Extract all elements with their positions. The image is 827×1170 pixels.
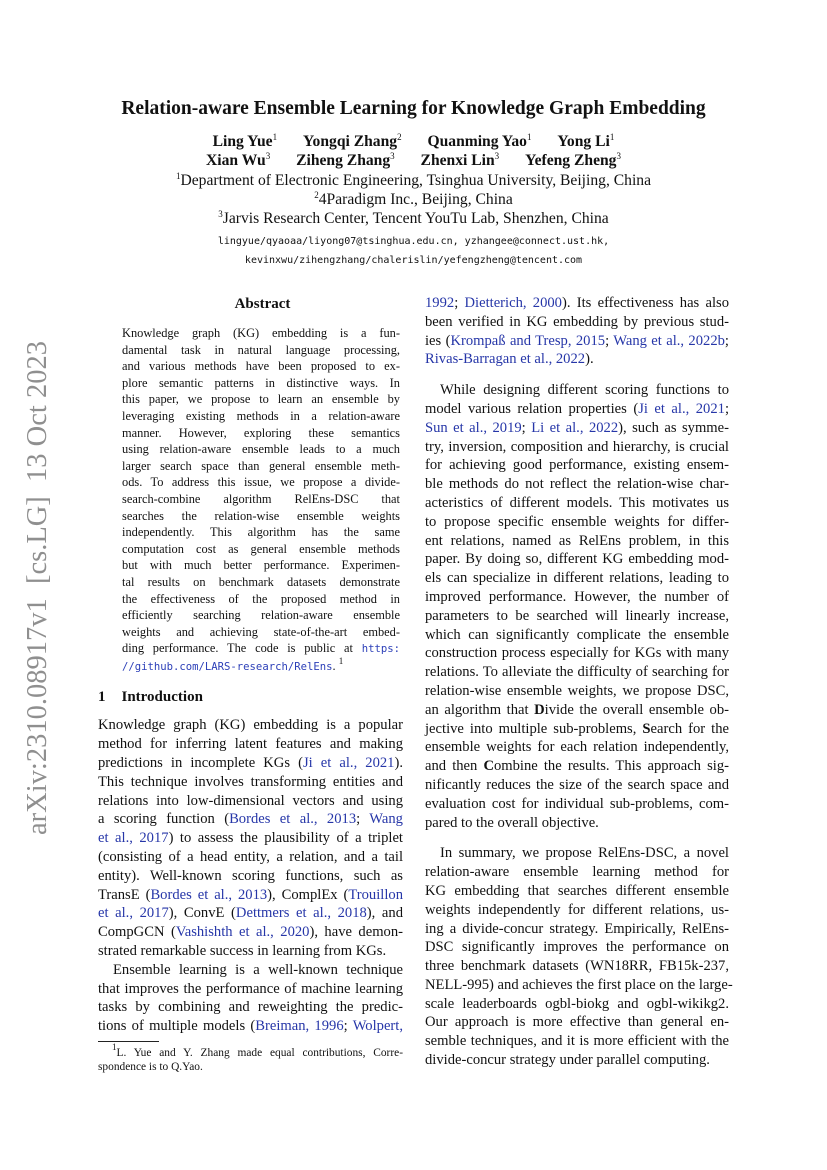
text-line [122, 474, 400, 491]
text-span: ; [454, 295, 465, 311]
paragraph [425, 381, 729, 832]
text-line [122, 541, 400, 558]
text-span: and various methods have been proposed to ex- [122, 359, 400, 374]
text-line [122, 640, 400, 658]
text-line [122, 325, 400, 342]
text-span: In summary, we propose RelEns-DSC, a novel [440, 845, 729, 862]
text-line [122, 458, 400, 475]
code-url-link[interactable]: https: [361, 643, 400, 656]
section-title: Introduction [121, 689, 203, 706]
text-span: strated remarkable success in learning from KGs. [98, 943, 387, 960]
text-line [425, 513, 729, 532]
text-line [425, 863, 729, 882]
text-line [425, 795, 729, 814]
footnote [98, 1042, 403, 1074]
text-line [122, 607, 400, 624]
text-line [122, 391, 400, 408]
text-span: using relation-aware ensemble leads to a much [122, 442, 400, 457]
text-span: scale leaderboards ogbl-biokg and ogbl-wikikg2. [425, 995, 729, 1012]
text-span: ). [585, 351, 594, 368]
text-line [425, 569, 729, 588]
abstract-body [122, 325, 400, 675]
text-span: KG embedding that searches different ensemble [425, 882, 729, 899]
text-line [425, 607, 729, 626]
text-span: computation cost as general ensemble methods [122, 541, 400, 556]
text-span: an algorithm that [425, 701, 535, 718]
introduction-left [98, 716, 403, 1036]
text-line [98, 867, 403, 886]
footnote-number: 1 [112, 1042, 117, 1052]
text-span: construction process especially for KGs with many [425, 645, 729, 662]
text-line [122, 591, 400, 608]
citation-link[interactable]: Dettmers et al., 2018 [235, 905, 367, 922]
citation-link[interactable]: et al., 2017 [98, 905, 169, 922]
text-line [425, 532, 729, 551]
citation-link[interactable]: Ji et al., 2021 [638, 400, 725, 417]
paragraph [425, 294, 729, 369]
citation-link[interactable]: 1992 [425, 295, 455, 311]
affiliation: $^2$4Paradigm Inc., Beijing, China [314, 190, 513, 208]
text-span: ; [605, 332, 614, 349]
text-line [425, 626, 729, 645]
text-span: L. Yue and Y. Zhang made equal contributions, Corre- [116, 1047, 403, 1059]
text-line [425, 1032, 729, 1051]
text-span: which can significantly complicate the ensemble [425, 626, 729, 643]
text-line [98, 792, 403, 811]
text-line [122, 408, 400, 425]
text-line [425, 738, 729, 757]
text-line [122, 342, 400, 359]
bold-letter: C [483, 758, 494, 775]
text-line [98, 1060, 403, 1074]
text-line [122, 524, 400, 541]
text-line [98, 754, 403, 773]
text-line [122, 358, 400, 375]
author: Yefeng Zheng$^3$ [525, 151, 621, 169]
text-span: tions of multiple models ( [98, 1018, 256, 1035]
text-span: plore semantic patterns in distinctive ways. In [122, 375, 400, 390]
citation-link[interactable]: Krompaß and Tresp, 2015 [450, 332, 606, 349]
text-span: parameters to be searched will linearly increase, [425, 607, 729, 624]
email-line: kevinxwu/zihengzhang/chalerislin/yefengzheng@tencent.com [244, 255, 583, 266]
text-span: for achieving good performance, existing ensem- [425, 457, 729, 474]
affiliation: $^3$Jarvis Research Center, Tencent YouTu Lab, Shenzhen, China [218, 209, 609, 227]
author: Quanming Yao$^1$ [427, 132, 532, 150]
text-span: earch for the [650, 720, 729, 737]
text-span: and then [425, 758, 484, 775]
author-line-2 [0, 152, 827, 170]
citation-link[interactable]: Ji et al., 2021 [302, 755, 395, 772]
text-span: ). Its effectiveness has also [561, 295, 729, 311]
citation-link[interactable]: Wang [369, 811, 403, 828]
text-line [425, 757, 729, 776]
text-span: this paper, we propose to learn an ensemble by [122, 392, 400, 407]
text-span: a scoring function ( [98, 811, 230, 828]
text-span: method for inferring latent features and making [98, 736, 403, 753]
text-line [98, 904, 403, 923]
bold-letter: S [642, 720, 651, 737]
text-span: ), such as symme- [618, 419, 729, 436]
text-line [425, 720, 729, 739]
text-span: three benchmark datasets (WN18RR, FB15k-237, [425, 958, 729, 975]
text-line [122, 508, 400, 525]
text-span: ods. To address this issue, we propose a divide- [122, 475, 400, 490]
text-span: search-combine algorithm RelEns-DSC that [122, 491, 400, 506]
text-span: While designing different scoring functions to [440, 382, 729, 399]
text-line [122, 624, 400, 641]
text-span: CompGCN ( [98, 924, 176, 941]
text-line [425, 494, 729, 513]
text-span: ivide the overall ensemble ob- [544, 701, 729, 718]
text-span: model various relation properties ( [425, 400, 639, 417]
text-line [122, 491, 400, 508]
text-line [122, 655, 400, 676]
text-span: nificantly reduces the size of the search space and [425, 776, 729, 793]
text-line [122, 574, 400, 591]
text-line [98, 810, 403, 829]
right-column [425, 294, 733, 1082]
text-span: ) to assess the plausibility of a triplet [168, 830, 403, 847]
text-line [425, 995, 729, 1014]
text-span: ent relations, named as RelEns problem, in this [425, 532, 729, 549]
affiliation: $^1$Department of Electronic Engineering, Tsinghua University, Beijing, China [175, 171, 651, 189]
text-line [98, 942, 403, 961]
citation-link[interactable]: Wang et al., 2022b [613, 332, 725, 349]
text-line [425, 882, 729, 901]
text-line [98, 980, 403, 999]
citation-link[interactable]: Li et al., 2022 [531, 419, 619, 436]
text-span: damental task in natural language processing, [122, 342, 400, 357]
text-span: tal results on benchmark datasets demonstrate [122, 574, 400, 589]
text-line [98, 773, 403, 792]
paragraph [98, 716, 403, 960]
text-span: divide-concur strategy under parallel computing. [425, 1052, 710, 1069]
author: Yong Li$^1$ [557, 132, 615, 150]
footnote-mark[interactable]: 1 [338, 655, 344, 666]
footnote-rule [98, 1041, 159, 1042]
text-line [425, 663, 729, 682]
text-span: relations. To alleviate the difficulty of searching for [425, 664, 729, 681]
text-line [425, 920, 729, 939]
text-line [425, 400, 729, 419]
text-line [425, 776, 729, 795]
citation-link[interactable]: Trouillon [348, 886, 403, 903]
text-line [425, 456, 729, 475]
paragraph [98, 961, 403, 1036]
text-line [122, 425, 400, 442]
text-span: jective into multiple sub-problems, [425, 720, 643, 737]
text-span: but with much better performance. Experimen- [122, 558, 400, 573]
text-line [98, 923, 403, 942]
text-line [122, 557, 400, 574]
text-span: tasks by combining and reweighting the predic- [98, 999, 403, 1016]
text-line [425, 550, 729, 569]
text-span: ; [724, 400, 729, 417]
text-line [425, 294, 729, 313]
text-line [425, 644, 729, 663]
text-line [98, 848, 403, 867]
text-span: ; [356, 811, 370, 828]
text-span: leveraging existing methods in a relation-aware [122, 408, 400, 423]
text-span: entity). Well-known scoring functions, such as [98, 867, 403, 884]
text-span: relations into low-dimensional vectors and using [98, 792, 403, 809]
section-heading-introduction [98, 687, 403, 716]
citation-link[interactable]: Vashishth et al., 2020 [175, 924, 310, 941]
text-span: try, inversion, composition and hierarchy, is crucial [425, 438, 729, 455]
citation-link[interactable]: Sun et al., 2019 [425, 419, 522, 436]
text-span: Knowledge graph (KG) embedding is a fun- [122, 326, 400, 340]
text-span: ; [724, 332, 729, 349]
text-line [425, 313, 729, 332]
text-span: evaluation cost for individual sub-problems, com- [425, 795, 729, 812]
text-line [122, 375, 400, 392]
author: Ziheng Zhang$^3$ [296, 151, 395, 169]
text-line [98, 961, 403, 980]
citation-link[interactable]: Rivas-Barragan et al., 2022 [425, 351, 586, 368]
author: Yongqi Zhang$^2$ [303, 132, 402, 150]
text-line [98, 886, 403, 905]
text-span: pared to the overall objective. [425, 814, 599, 831]
text-span: Our approach is more effective than general en- [425, 1014, 729, 1031]
text-span: ding performance. The code is public at [122, 641, 362, 656]
text-line [425, 957, 729, 976]
text-span: improved performance. However, the number of [425, 588, 729, 605]
text-span: NELL-995) and achieves the first place on the large- [425, 976, 733, 993]
text-span: TransE ( [98, 886, 151, 903]
text-span: that improves the performance of machine learning [98, 980, 403, 997]
text-line [425, 381, 729, 400]
text-span: (consisting of a head entity, a relation, and a tail [98, 849, 403, 866]
paper-title: Relation-aware Ensemble Learning for Knowledge Graph Embedding [121, 98, 706, 119]
left-column [98, 294, 403, 1036]
text-span: the effectiveness of the proposed method in [122, 591, 400, 606]
text-span: ), ComplEx ( [267, 886, 349, 903]
text-line [425, 976, 733, 995]
text-span: ). [394, 755, 403, 772]
author: Xian Wu$^3$ [206, 151, 271, 169]
text-span: ; [521, 419, 532, 436]
text-span: paper. By doing so, different KG embedding mod- [425, 551, 729, 568]
text-span: This technique involves transforming entities and [98, 773, 403, 790]
text-line [425, 438, 729, 457]
text-span: to propose specific ensemble weights for differ- [425, 513, 729, 530]
arxiv-watermark: arXiv:2310.08917v1 [cs.LG] 13 Oct 2023 [22, 341, 53, 835]
text-line [98, 716, 403, 735]
text-span: efficiently searching relation-aware ensemble [122, 608, 400, 623]
text-span: searches the relation-wise ensemble weights [122, 508, 400, 523]
text-span: acteristics of different models. This motivates us [425, 494, 729, 511]
text-span: els can specialize in different relations, leading to [425, 570, 729, 587]
text-span: ensemble weights for each relation independently, [425, 739, 729, 756]
text-span: weights independently for different relations, us- [425, 901, 729, 918]
author: Ling Yue$^1$ [212, 132, 278, 150]
text-line [425, 814, 729, 833]
text-line [425, 1051, 729, 1070]
text-line [425, 332, 729, 351]
text-span: ies ( [425, 332, 451, 349]
bold-letter: D [534, 701, 545, 718]
citation-link[interactable]: Breiman, 1996 [255, 1018, 344, 1035]
text-span: independently. This algorithm has the same [122, 525, 400, 540]
citation-link[interactable]: Bordes et al., 2013 [229, 811, 357, 828]
text-span: semble techniques, and it is more efficient with the [425, 1033, 729, 1050]
text-line [98, 829, 403, 848]
text-line [98, 1042, 403, 1060]
text-span: . [332, 658, 339, 673]
text-span: weights and achieving state-of-the-art embed- [122, 624, 400, 639]
text-line [98, 1017, 403, 1036]
text-span: ombine the results. This approach sig- [493, 758, 729, 775]
text-span: ble methods do not reflect the relation-wise char- [425, 476, 729, 493]
text-span: spondence is to Q.Yao. [98, 1061, 203, 1073]
text-span: ), have demon- [309, 924, 404, 941]
text-span: relation-wise ensemble weights, we propose DSC, [425, 682, 729, 699]
text-line [98, 735, 403, 754]
text-line [425, 701, 729, 720]
text-span: larger search space than general ensemble meth- [122, 458, 400, 473]
text-line [425, 844, 729, 863]
code-url-link[interactable]: //github.com/LARS-research/RelEns [122, 660, 333, 673]
citation-link[interactable]: Bordes et al., 2013 [150, 886, 268, 903]
citation-link[interactable]: Dietterich, 2000 [464, 295, 562, 311]
text-line [98, 998, 403, 1017]
text-span: ing a divide-concur strategy. Empirically, RelEns- [425, 920, 729, 937]
text-span: Ensemble learning is a well-known technique [113, 961, 403, 978]
text-span: relation-aware ensemble learning method for [425, 864, 729, 881]
text-line [425, 588, 729, 607]
text-span: ), and [366, 905, 403, 922]
text-span: ), ConvE ( [168, 905, 236, 922]
text-span: ; [343, 1018, 353, 1035]
author-line-1 [0, 133, 827, 151]
text-line [425, 475, 729, 494]
author: Zhenxi Lin$^3$ [420, 151, 500, 169]
citation-link[interactable]: Wolpert, [352, 1018, 403, 1035]
text-span: DSC significantly improves the performance on [425, 939, 729, 956]
text-line [425, 682, 729, 701]
text-span: been verified in KG embedding by previous stud- [425, 313, 729, 330]
text-span: Knowledge graph (KG) embedding is a popular [98, 717, 403, 734]
paragraph [425, 844, 733, 1070]
section-number: 1 [98, 689, 106, 706]
text-line [425, 1013, 729, 1032]
email-line: lingyue/qyaoaa/liyong07@tsinghua.edu.cn, yzhangee@connect.ust.hk, [217, 236, 610, 247]
text-line [425, 350, 729, 369]
text-span: predictions in incomplete KGs ( [98, 755, 303, 772]
text-line [122, 441, 400, 458]
text-line [425, 938, 729, 957]
text-line [425, 901, 729, 920]
abstract-heading: Abstract [234, 296, 291, 312]
text-span: manner. However, exploring these semantics [122, 425, 400, 440]
citation-link[interactable]: et al., 2017 [98, 830, 169, 847]
text-line [425, 419, 729, 438]
